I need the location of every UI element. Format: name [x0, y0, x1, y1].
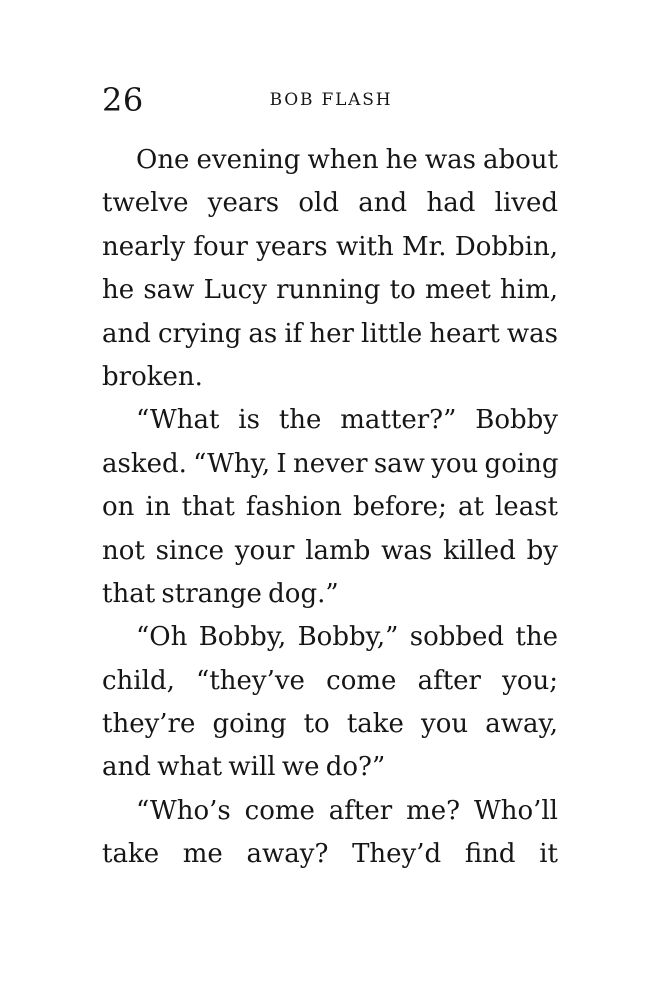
text-line: and crying as if her little heart was	[102, 318, 558, 349]
text-line: he saw Lucy running to meet him,	[102, 275, 558, 306]
running-title: BOB FLASH	[269, 90, 393, 110]
text-line: “Oh Bobby, Bobby,” sobbed the	[136, 622, 558, 653]
text-line: take me away? They’d find it	[102, 839, 558, 870]
text-line: “What is the matter?” Bobby	[136, 405, 558, 436]
text-line: that strange dog.”	[102, 578, 339, 609]
text-line: child, “they’ve come after you;	[102, 665, 558, 696]
text-line: twelve years old and had lived	[102, 188, 558, 219]
text-line: nearly four years with Mr. Dobbin,	[102, 231, 558, 262]
body-text	[102, 139, 558, 877]
text-line: not since your lamb was killed by	[102, 535, 558, 566]
text-line: and what will we do?”	[102, 752, 386, 783]
text-line: on in that fashion before; at least	[102, 492, 558, 523]
text-line: they’re going to take you away,	[102, 709, 558, 740]
text-line: One evening when he was about	[136, 145, 558, 175]
text-line: broken.	[102, 361, 203, 392]
page-number: 26	[102, 81, 144, 119]
page-header	[102, 78, 560, 122]
text-line: “Who’s come after me? Who’ll	[136, 795, 558, 826]
text-line: asked. “Why, I never saw you going	[102, 448, 559, 479]
